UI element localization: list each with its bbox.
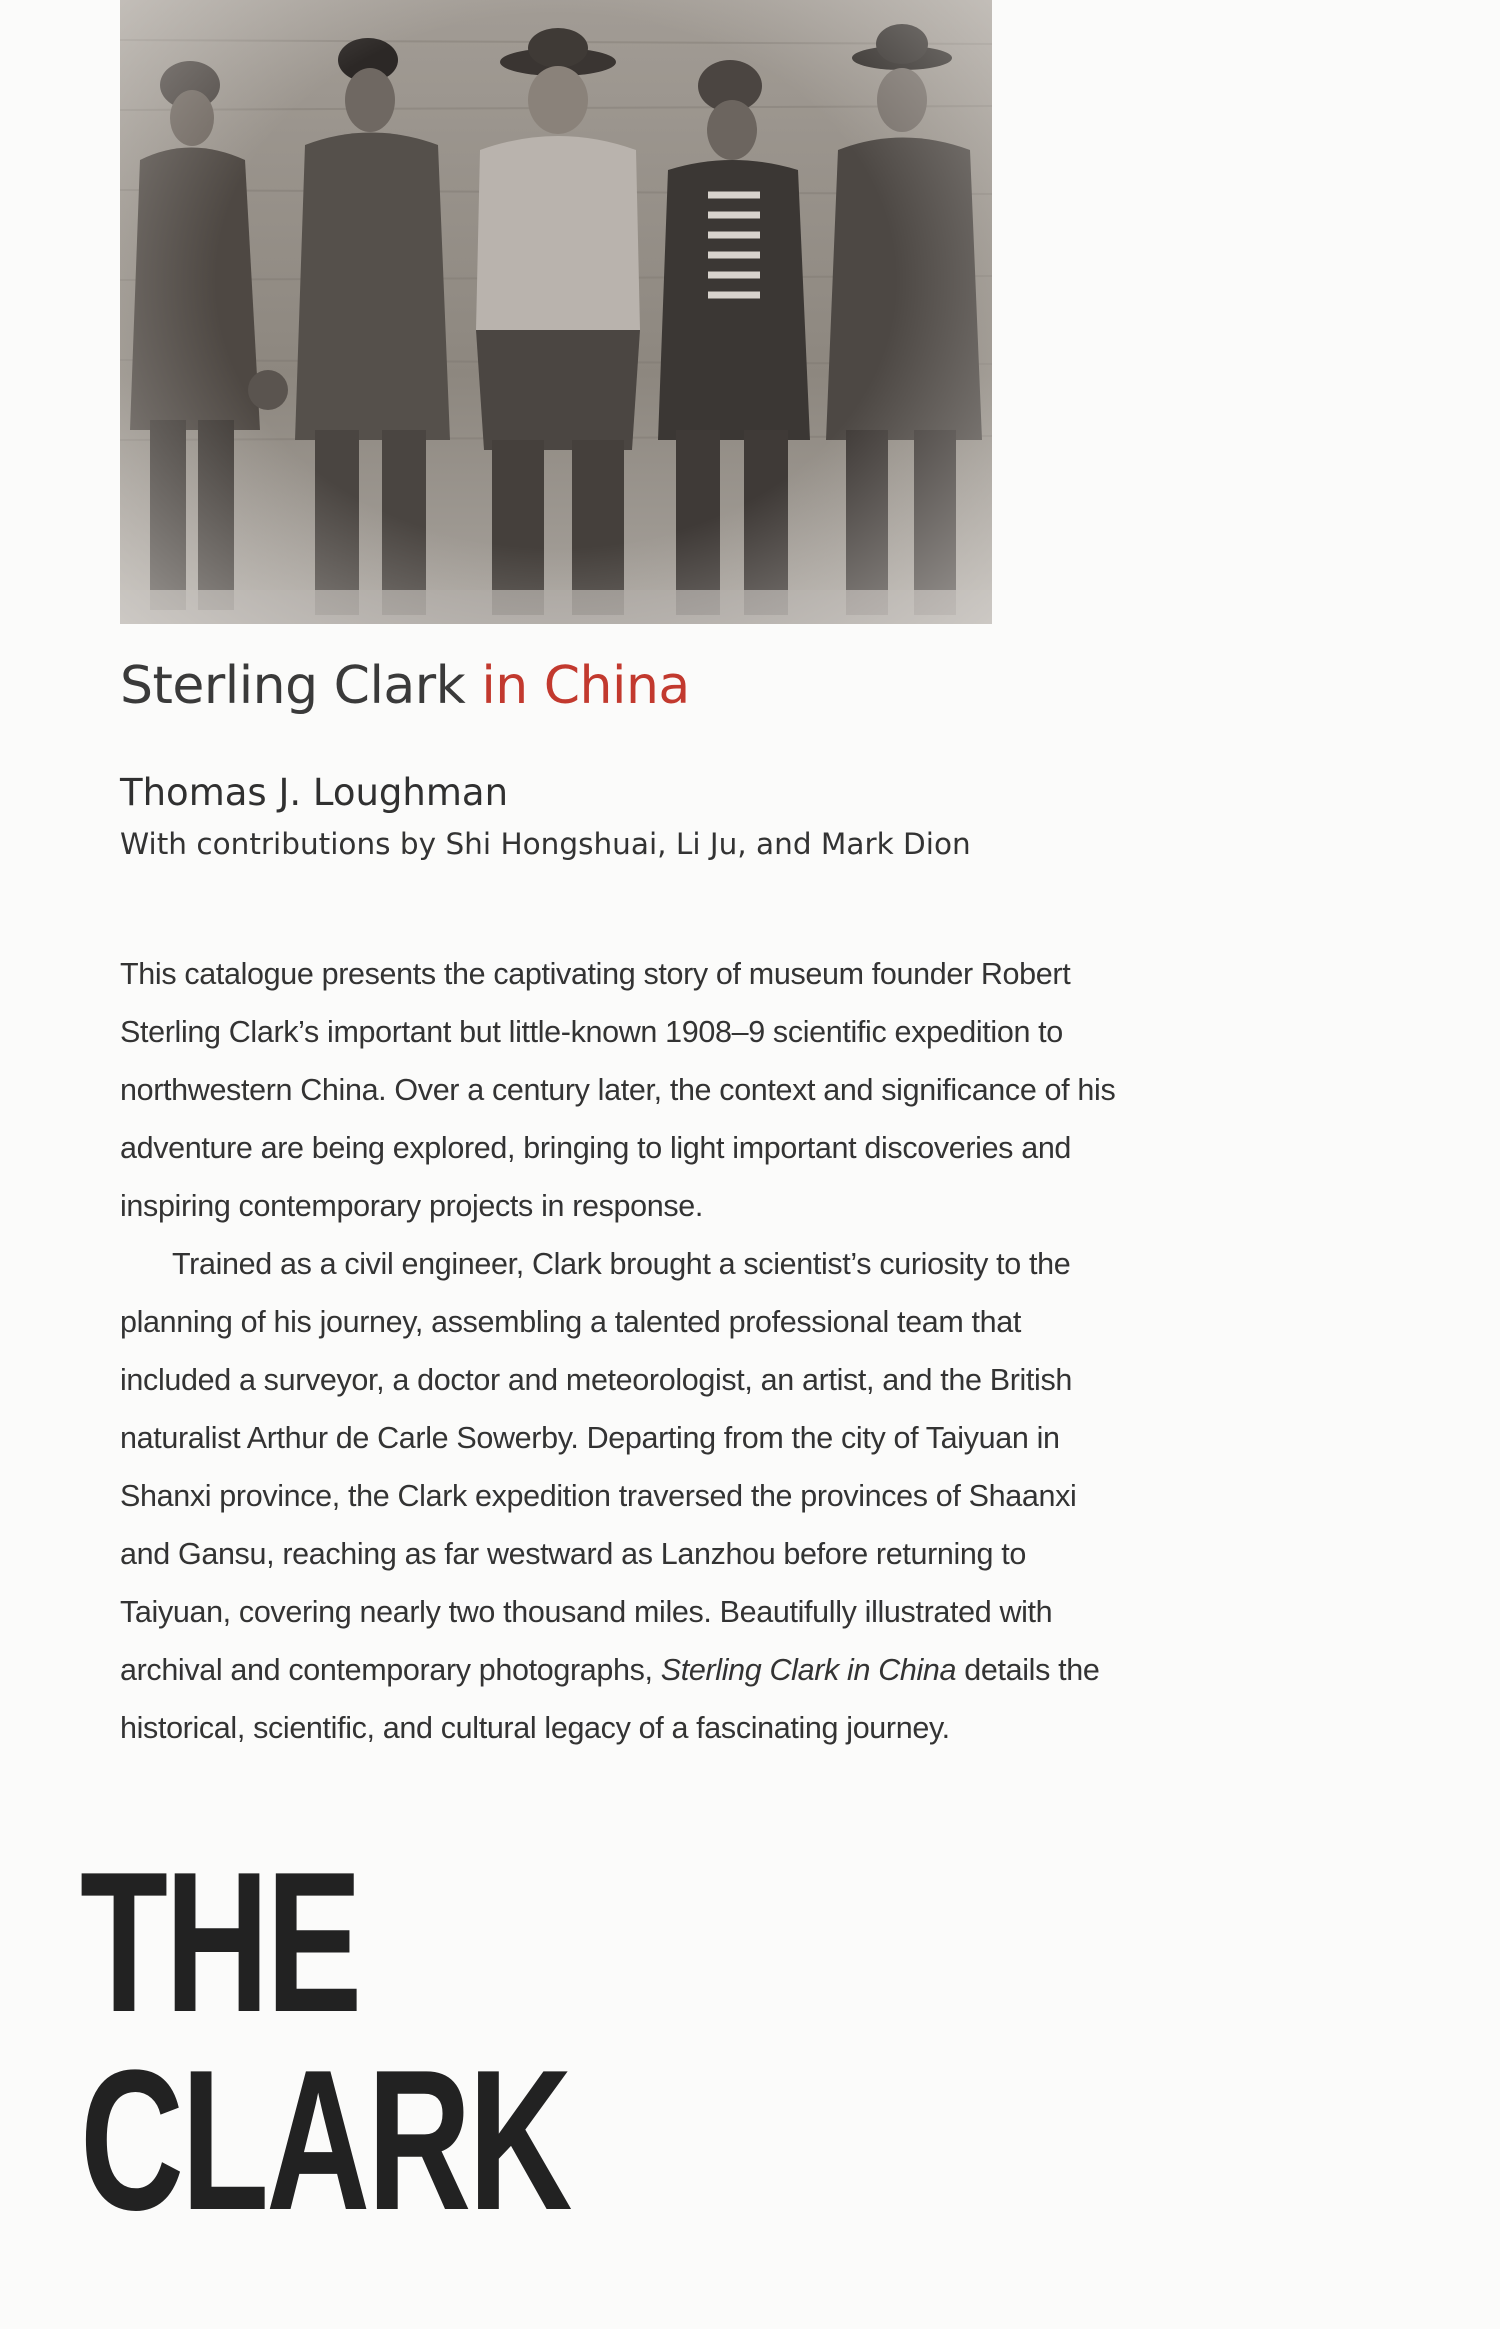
the-clark-logo bbox=[80, 1831, 760, 2252]
paragraph-2-line: Taiyuan, covering nearly two thousand miles. Beautifully illustrated with bbox=[120, 1595, 1053, 1629]
logo-line-2: CLARK bbox=[80, 2029, 570, 2252]
title-main: Sterling Clark bbox=[120, 656, 466, 716]
contributors-line: With contributions by Shi Hongshuai, Li Ju, and Mark Dion bbox=[120, 827, 971, 861]
paragraph-2-line: naturalist Arthur de Carle Sowerby. Departing from the city of Taiyuan in bbox=[120, 1421, 1060, 1455]
paragraph-2-line bbox=[120, 1641, 1300, 1699]
paragraph-2-line: historical, scientific, and cultural legacy of a fascinating journey. bbox=[120, 1711, 950, 1745]
paragraph-1-line: northwestern China. Over a century later, the context and significance of his bbox=[120, 1073, 1116, 1107]
logo-line-1: THE bbox=[80, 1831, 360, 2054]
expedition-photo bbox=[120, 0, 992, 624]
paragraph-1-line: This catalogue presents the captivating story of museum founder Robert bbox=[120, 957, 1071, 991]
line-text: details the bbox=[956, 1653, 1100, 1687]
paragraph-2-line: Shanxi province, the Clark expedition traversed the provinces of Shaanxi bbox=[120, 1479, 1077, 1513]
book-title bbox=[120, 656, 690, 716]
title-accent: in China bbox=[481, 656, 690, 716]
line-text: archival and contemporary photographs, bbox=[120, 1653, 661, 1687]
paragraph-2-line: Trained as a civil engineer, Clark brought a scientist’s curiosity to the bbox=[172, 1247, 1071, 1281]
description bbox=[120, 945, 1300, 1757]
paragraph-1-line: inspiring contemporary projects in response. bbox=[120, 1189, 704, 1223]
paragraph-2-line: included a surveyor, a doctor and meteorologist, an artist, and the British bbox=[120, 1363, 1072, 1397]
paragraph-2-line: and Gansu, reaching as far westward as Lanzhou before returning to bbox=[120, 1537, 1027, 1571]
group-photo-five-men-icon bbox=[120, 0, 992, 624]
paragraph-1-line: Sterling Clark’s important but little-known 1908–9 scientific expedition to bbox=[120, 1015, 1063, 1049]
italic-book-title: Sterling Clark in China bbox=[660, 1653, 957, 1687]
author-name: Thomas J. Loughman bbox=[120, 771, 509, 814]
paragraph-1-line: adventure are being explored, bringing to light important discoveries and bbox=[120, 1131, 1072, 1165]
paragraph-2-line: planning of his journey, assembling a talented professional team that bbox=[120, 1305, 1022, 1339]
